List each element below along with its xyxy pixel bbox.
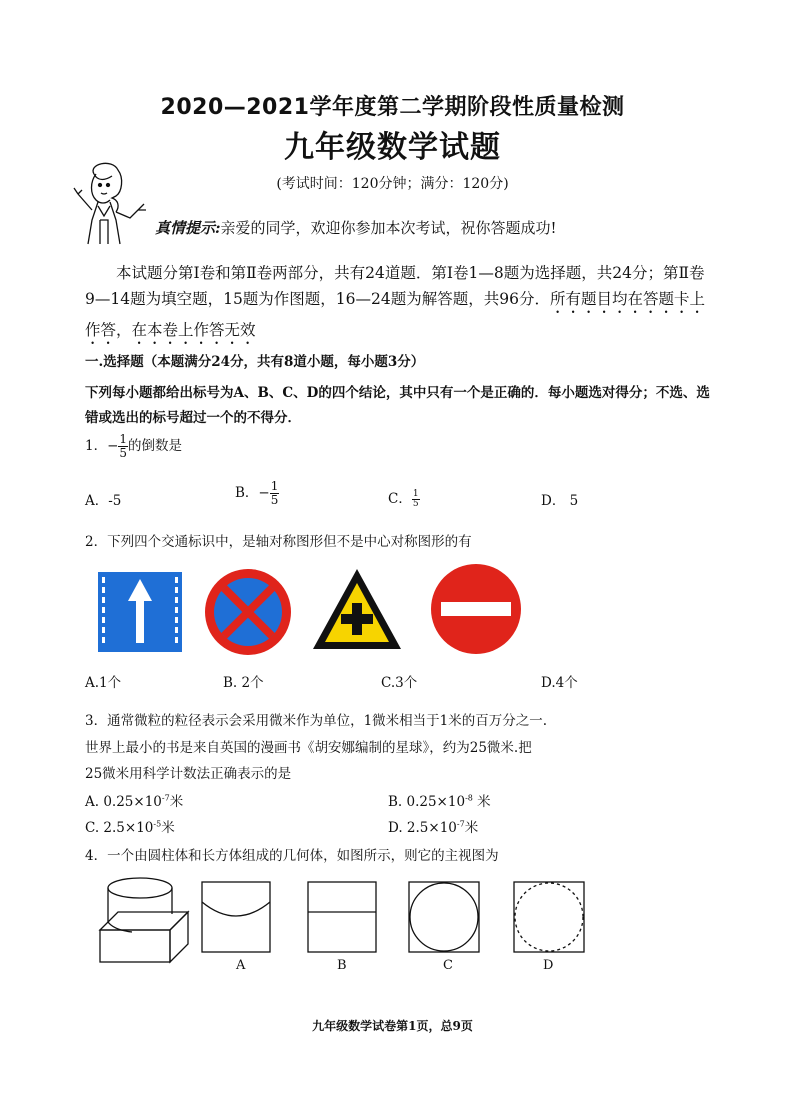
crossroads-warning-sign-icon [313,569,401,649]
q1-fraction [118,433,128,460]
q3-c-exp: -5 [153,819,162,829]
q3-d-base: D. 2.5×10 [388,820,457,836]
q3-option-c [85,816,175,836]
q1-sign: − [107,438,119,454]
q3-line-3: 25微米用科学计数法正确表示的是 [85,766,292,782]
question-2: 2．下列四个交通标识中，是轴对称图形但不是中心对称图形的有 [85,534,472,550]
q4-label-d: D [543,958,554,973]
q3-c-unit: 米 [161,820,175,836]
page-footer: 九年级数学试卷第1页，总9页 [312,1019,473,1033]
q2-option-d: D.4个 [541,675,578,691]
option-d-view-icon [514,882,584,952]
q2-option-b: B. 2个 [223,675,264,691]
option-c-view-icon [409,882,479,952]
q1-number: 1． [85,438,108,454]
q1-b-num: 1 [270,479,279,493]
q1-frac-num: 1 [119,432,128,446]
q3-c-base: C. 2.5×10 [85,820,154,836]
tip-label: 真情提示: [155,219,221,237]
q1-option-a: A．-5 [85,493,122,509]
exam-time-info: (考试时间：120分钟；满分：120分) [276,176,509,192]
q1-c-den: 5 [412,499,419,509]
q4-label-b: B [337,958,347,973]
q2-option-c: C.3个 [381,675,418,691]
q1-option-d: D． 5 [541,493,579,509]
tip-line [155,217,557,238]
q3-option-d [388,816,478,836]
q1-option-b [235,480,279,507]
exam-subtitle: 九年级数学试题 [284,130,501,165]
q3-d-exp: -7 [456,819,465,829]
intro-emphasis: 所有题目均在答题卡上作答，在本卷上作答无效 [85,290,705,339]
q1-c-prefix: C． [388,491,412,507]
q3-b-exp: -8 [465,793,473,803]
q3-option-b [388,790,491,810]
q4-label-a: A [236,958,246,973]
q3-d-unit: 米 [464,820,479,836]
q1-c-fraction [412,490,420,509]
q1-c-num: 1 [412,489,419,499]
q4-label-c: C [443,958,453,973]
q1-frac-den: 5 [119,446,128,460]
traffic-signs [95,563,535,659]
q1-b-sign: − [258,485,270,501]
straight-ahead-sign-icon [98,572,182,652]
q4-figures [92,872,592,964]
option-a-view-icon [202,882,270,952]
q3-a-unit: 米 [169,794,184,810]
q3-b-base: B. 0.25×10 [388,794,466,810]
exam-title: 2020—2021学年度第二学期阶段性质量检测 [160,95,625,120]
cartoon-girl-icon [72,160,154,245]
q3-b-unit: 米 [472,794,491,810]
q1-stem: 的倒数是 [128,438,183,454]
question-4: 4．一个由圆柱体和长方体组成的几何体，如图所示，则它的主视图为 [85,848,499,864]
q2-option-a: A.1个 [85,675,122,691]
tip-text: 亲爱的同学，欢迎你参加本次考试，祝你答题成功! [220,219,557,237]
intro-text: 本试题分第Ⅰ卷和第Ⅱ卷两部分，共有24道题．第Ⅰ卷1—8题为选择题，共24分；第Ⅱ卷9—14题为填空题，15题为作图题，16—24题为解答题，共96分． [85,264,705,308]
q3-line-1: 3．通常微粒的粒径表示会采用微米作为单位，1微米相当于1米的百万分之一. [85,713,548,729]
cylinder-on-box-icon [100,878,188,962]
section-heading: 一.选择题（本题满分24分，共有8道小题，每小题3分） [85,354,425,370]
q3-line-2: 世界上最小的书是来自英国的漫画书《胡安娜编制的星球》，约为25微米.把 [85,740,532,756]
option-b-view-icon [308,882,376,952]
q3-option-a [85,790,183,810]
question-1 [85,433,182,460]
intro-paragraph [85,260,710,348]
q1-option-c [388,487,420,509]
no-entry-sign-icon [431,564,521,654]
q3-a-exp: -7 [161,793,170,803]
no-stopping-sign-icon [205,569,291,655]
q1-b-fraction [270,480,280,507]
q3-a-base: A. 0.25×10 [85,794,162,810]
q1-b-prefix: B． [235,485,259,501]
q1-b-den: 5 [270,493,279,507]
section-instruction: 下列每小题都给出标号为A、B、C、D的四个结论，其中只有一个是正确的．每小题选对得分；不选、选错或选出的标号超过一个的不得分． [85,385,710,426]
